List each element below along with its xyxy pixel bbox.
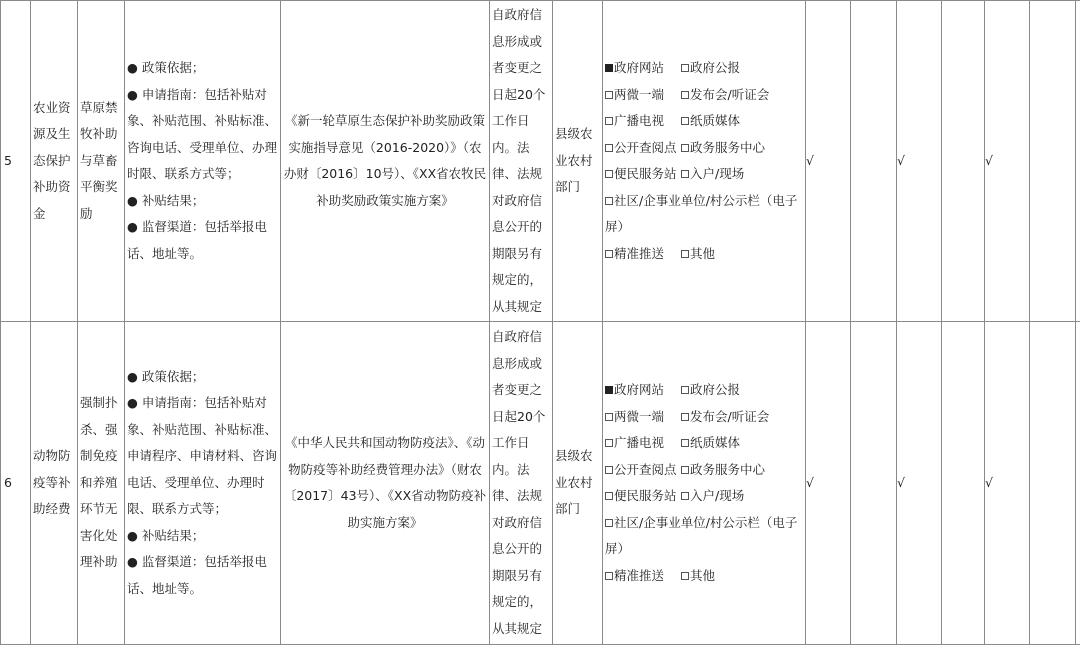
checkbox-empty-icon: [681, 64, 689, 72]
checkbox-empty-icon: [681, 413, 689, 421]
content-line: ● 监督渠道：包括举报电话、地址等。: [127, 554, 267, 596]
checkbox-empty-icon: [605, 91, 613, 99]
content-line: ● 补贴结果；: [127, 192, 205, 208]
channel-label: 便民服务站: [614, 166, 677, 181]
channel-row: [605, 82, 803, 109]
check-cell: [1030, 322, 1076, 645]
channel-row: [605, 188, 803, 241]
content-line: ● 政策依据；: [127, 60, 205, 75]
responsible-dept: 县级农业农村部门: [553, 1, 603, 322]
policy-basis: 《中华人民共和国动物防疫法》、《动物防疫等补助经费管理办法》（财农〔2017〕43号）、《XX省动物防疫补助实施方案》: [281, 322, 490, 645]
content-line: ● 申请指南：包括补贴对象、补贴范围、补贴标准、申请程序、申请材料、咨询电话、受理单位、办理时限、联系方式等；: [127, 395, 278, 517]
check-cell: √: [897, 1, 942, 322]
disclosure-content: [125, 322, 281, 645]
checkbox-empty-icon: [605, 250, 613, 258]
content-line: ● 申请指南：包括补贴对象、补贴范围、补贴标准、咨询电话、受理单位、办理时限、联系方式等；: [127, 86, 278, 181]
checkbox-empty-icon: [681, 91, 689, 99]
checkbox-checked-icon: [605, 386, 613, 394]
channel-row: [605, 161, 803, 188]
checkbox-empty-icon: [681, 250, 689, 258]
checkbox-empty-icon: [605, 572, 613, 580]
subitem-name: 草原禁牧补助与草畜平衡奖励: [78, 1, 125, 322]
check-cell: [942, 1, 985, 322]
channel-row: [605, 404, 803, 431]
channel-label: 广播电视: [614, 113, 665, 128]
checkbox-empty-icon: [605, 197, 613, 205]
subitem-name: 强制扑杀、强制免疫和养殖环节无害化处理补助: [78, 322, 125, 645]
channel-label: 政府公报: [690, 382, 741, 397]
content-line: ● 补贴结果；: [127, 527, 205, 543]
checkbox-empty-icon: [681, 466, 689, 474]
channel-label: 发布会/听证会: [690, 408, 770, 424]
checkbox-empty-icon: [681, 492, 689, 500]
channel-label: 入户/现场: [690, 488, 745, 503]
channel-label: 纸质媒体: [690, 113, 741, 128]
channel-row: [605, 510, 803, 563]
checkbox-empty-icon: [681, 170, 689, 178]
channel-label: 政府网站: [614, 60, 665, 75]
row-number: 5: [1, 1, 31, 322]
channel-label: 公开查阅点: [614, 461, 677, 477]
checkbox-empty-icon: [605, 466, 613, 474]
channel-label: 纸质媒体: [690, 435, 741, 450]
check-cell: [1076, 322, 1080, 645]
table-row: [1, 322, 1080, 645]
check-cell: [851, 322, 897, 645]
channel-label: 社区/企事业单位/村公示栏（电子屏）: [605, 192, 798, 234]
channel-label: 其他: [690, 567, 716, 583]
channel-label: 发布会/听证会: [690, 86, 770, 102]
channel-row: [605, 563, 803, 590]
checkbox-empty-icon: [605, 170, 613, 178]
channel-label: 政府网站: [614, 382, 665, 397]
channel-label: 便民服务站: [614, 488, 677, 503]
disclosure-channels: [603, 1, 806, 322]
channel-label: 精准推送: [614, 245, 665, 261]
content-line: ● 政策依据；: [127, 368, 205, 384]
check-cell: √: [897, 322, 942, 645]
checkbox-empty-icon: [681, 386, 689, 394]
channel-row: [605, 108, 803, 135]
channel-row: [605, 457, 803, 484]
checkbox-empty-icon: [681, 117, 689, 125]
checkbox-empty-icon: [605, 492, 613, 500]
channel-row: [605, 55, 803, 82]
table-row: [1, 1, 1080, 322]
channel-label: 社区/企事业单位/村公示栏（电子屏）: [605, 514, 798, 556]
check-cell: [851, 1, 897, 322]
check-cell: [942, 322, 985, 645]
channel-label: 政府公报: [690, 60, 741, 75]
item-name: 动物防疫等补助经费: [31, 322, 78, 645]
checkbox-empty-icon: [681, 439, 689, 447]
channel-label: 精准推送: [614, 567, 665, 583]
channel-row: [605, 430, 803, 457]
disclosure-period: 自政府信息形成或者变更之日起20个工作日内。法律、法规对政府信息公开的期限另有规定的，从其规定: [490, 322, 553, 645]
disclosure-content: [125, 1, 281, 322]
check-cell: √: [985, 322, 1030, 645]
channel-label: 广播电视: [614, 435, 665, 450]
disclosure-period: 自政府信息形成或者变更之日起20个工作日内。法律、法规对政府信息公开的期限另有规定的，从其规定: [490, 1, 553, 322]
disclosure-channels: [603, 322, 806, 645]
channel-row: [605, 483, 803, 510]
channel-label: 两微一端: [614, 86, 665, 102]
channel-label: 入户/现场: [690, 166, 745, 181]
checkbox-empty-icon: [605, 519, 613, 527]
channel-row: [605, 135, 803, 162]
channel-label: 其他: [690, 245, 716, 261]
checkbox-checked-icon: [605, 64, 613, 72]
row-number: 6: [1, 322, 31, 645]
checkbox-empty-icon: [605, 413, 613, 421]
channel-label: 政务服务中心: [690, 139, 766, 155]
policy-basis: 《新一轮草原生态保护补助奖励政策实施指导意见（2016-2020）》（农办财〔2016〕10号）、《XX省农牧民补助奖励政策实施方案》: [281, 1, 490, 322]
check-cell: [1030, 1, 1076, 322]
checkbox-empty-icon: [681, 144, 689, 152]
check-cell: √: [806, 1, 851, 322]
checkbox-empty-icon: [605, 117, 613, 125]
check-cell: √: [985, 1, 1030, 322]
checkbox-empty-icon: [681, 572, 689, 580]
channel-label: 公开查阅点: [614, 139, 677, 155]
check-cell: [1076, 1, 1080, 322]
channel-label: 两微一端: [614, 408, 665, 424]
responsible-dept: 县级农业农村部门: [553, 322, 603, 645]
checkbox-empty-icon: [605, 439, 613, 447]
channel-row: [605, 241, 803, 268]
channel-row: [605, 377, 803, 404]
checkbox-empty-icon: [605, 144, 613, 152]
content-line: ● 监督渠道：包括举报电话、地址等。: [127, 219, 267, 261]
item-name: 农业资源及生态保护补助资金: [31, 1, 78, 322]
channel-label: 政务服务中心: [690, 461, 766, 477]
check-cell: √: [806, 322, 851, 645]
